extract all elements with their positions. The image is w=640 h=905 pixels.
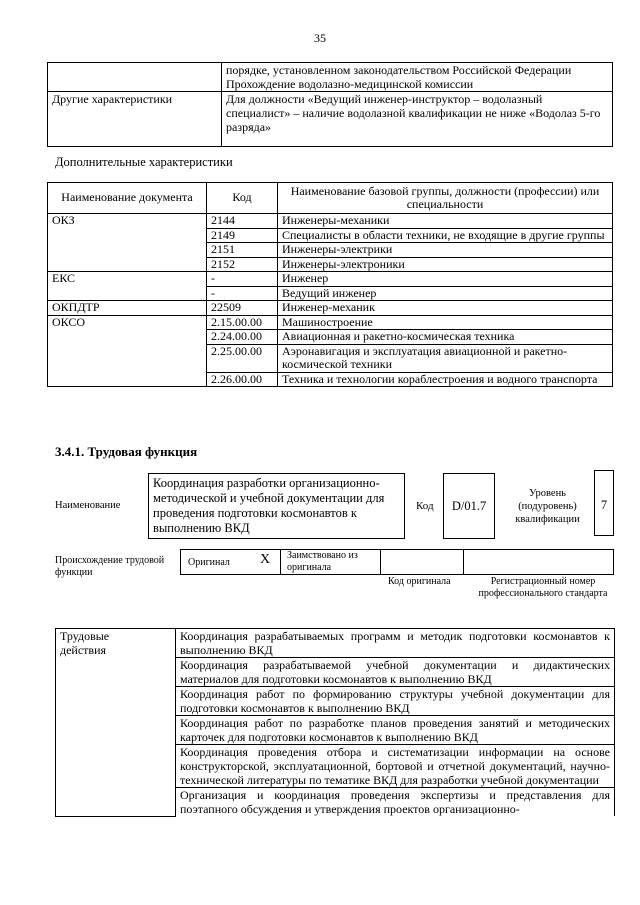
- characteristics-table: [47, 62, 613, 147]
- doc-cell: ЕКС: [48, 272, 207, 301]
- name-label: Наименование: [55, 500, 121, 511]
- code-cell: 2151: [207, 243, 278, 258]
- labor-action-item: Координация разрабатываемой учебной документации и дидактических материалов для подготовки космонавтов к выполнению ВКД: [176, 658, 615, 687]
- code-box: [443, 473, 495, 539]
- code-cell: -: [207, 286, 278, 301]
- origin-table: [180, 549, 614, 575]
- doc-cell: ОКПДТР: [48, 301, 207, 316]
- original-label: Оригинал: [188, 557, 230, 568]
- labor-actions-label: Трудовые действия: [56, 629, 176, 817]
- code-label: Код: [416, 500, 434, 512]
- doc-cell: ОКЗ: [48, 214, 207, 272]
- origin-label: Происхождение трудовой функции: [55, 555, 165, 578]
- code-value: D/01.7: [451, 499, 487, 513]
- function-name-value: Координация разработки организационно-методической и учебной документации для проведения подготовки космонавтов к выполнению ВКД: [153, 476, 385, 535]
- name-cell: Инженеры-электроники: [278, 257, 613, 272]
- additional-characteristics-table: [47, 182, 613, 387]
- labor-action-item: Координация разрабатываемых программ и методик подготовки космонавтов к выполнению ВКД: [176, 629, 615, 658]
- name-cell: Инженер: [278, 272, 613, 287]
- section-title: 3.4.1. Трудовая функция: [55, 444, 198, 459]
- name-cell: Ведущий инженер: [278, 286, 613, 301]
- divider: [380, 549, 381, 574]
- name-cell: Машиностроение: [278, 315, 613, 330]
- column-header: Наименование базовой группы, должности (профессии) или специальности: [278, 183, 613, 214]
- qualification-level-label: Уровень (подуровень) квалификации: [515, 488, 580, 525]
- code-cell: 2.24.00.00: [207, 330, 278, 345]
- labor-action-item: Организация и координация проведения экспертизы и представления для поэтапного обсуждения и утверждения проектов организационно-: [176, 788, 615, 817]
- code-cell: 2.15.00.00: [207, 315, 278, 330]
- doc-cell: ОКСО: [48, 315, 207, 387]
- column-header: Наименование документа: [48, 183, 207, 214]
- labor-action-item: Координация работ по разработке планов проведения занятий и методических карточек для подготовки космонавтов к выполнению ВКД: [176, 716, 615, 745]
- name-cell: Авиационная и ракетно-космическая техника: [278, 330, 613, 345]
- level-box: [594, 470, 614, 536]
- code-original-caption: Код оригинала: [388, 576, 451, 587]
- name-cell: Инженеры-механики: [278, 214, 613, 229]
- labor-action-item: Координация работ по формированию структуры учебной документации для подготовки космонавтов к выполнению ВКД: [176, 687, 615, 716]
- name-cell: Аэронавигация и эксплуатация авиационной и ракетно-космической техники: [278, 344, 613, 372]
- labor-action-item: Координация проведения отбора и систематизации информации на основе конструкторской, эксплуатационной, бортовой и отчетной документаций, научно-технической литературы по тематике ВКД для разработки учебной документации: [176, 745, 615, 788]
- column-header: Код: [207, 183, 278, 214]
- function-name-box: [148, 473, 405, 539]
- additional-characteristics-heading: Дополнительные характеристики: [55, 155, 233, 169]
- original-mark: X: [260, 552, 271, 567]
- name-cell: Специалисты в области техники, не входящие в другие группы: [278, 228, 613, 243]
- name-cell: Инженеры-электрики: [278, 243, 613, 258]
- code-cell: 2149: [207, 228, 278, 243]
- divider: [463, 549, 464, 574]
- requirements-text: порядке, установленном законодательством Российской Федерации Прохождение водолазно-медицинской комиссии: [226, 63, 572, 91]
- code-cell: -: [207, 272, 278, 287]
- page-number: 35: [314, 31, 326, 45]
- table-cell: [48, 63, 222, 92]
- labor-actions-table: [55, 628, 615, 817]
- name-cell: Инженер-механик: [278, 301, 613, 316]
- code-cell: 22509: [207, 301, 278, 316]
- code-cell: 2.25.00.00: [207, 344, 278, 372]
- borrowed-label: Заимствовано из оригинала: [287, 550, 358, 573]
- name-cell: Техника и технологии кораблестроения и водного транспорта: [278, 372, 613, 387]
- code-cell: 2.26.00.00: [207, 372, 278, 387]
- code-cell: 2144: [207, 214, 278, 229]
- divider: [280, 549, 281, 574]
- table-cell: Для должности «Ведущий инженер-инструктор – водолазный специалист» – наличие водолазной квалификации не ниже «Водолаз 5-го разряда»: [222, 92, 613, 147]
- table-cell: [222, 63, 613, 92]
- table-cell: Другие характеристики: [48, 92, 222, 147]
- registration-number-caption: Регистрационный номер профессионального стандарта: [478, 576, 608, 599]
- level-value: 7: [600, 498, 608, 512]
- code-cell: 2152: [207, 257, 278, 272]
